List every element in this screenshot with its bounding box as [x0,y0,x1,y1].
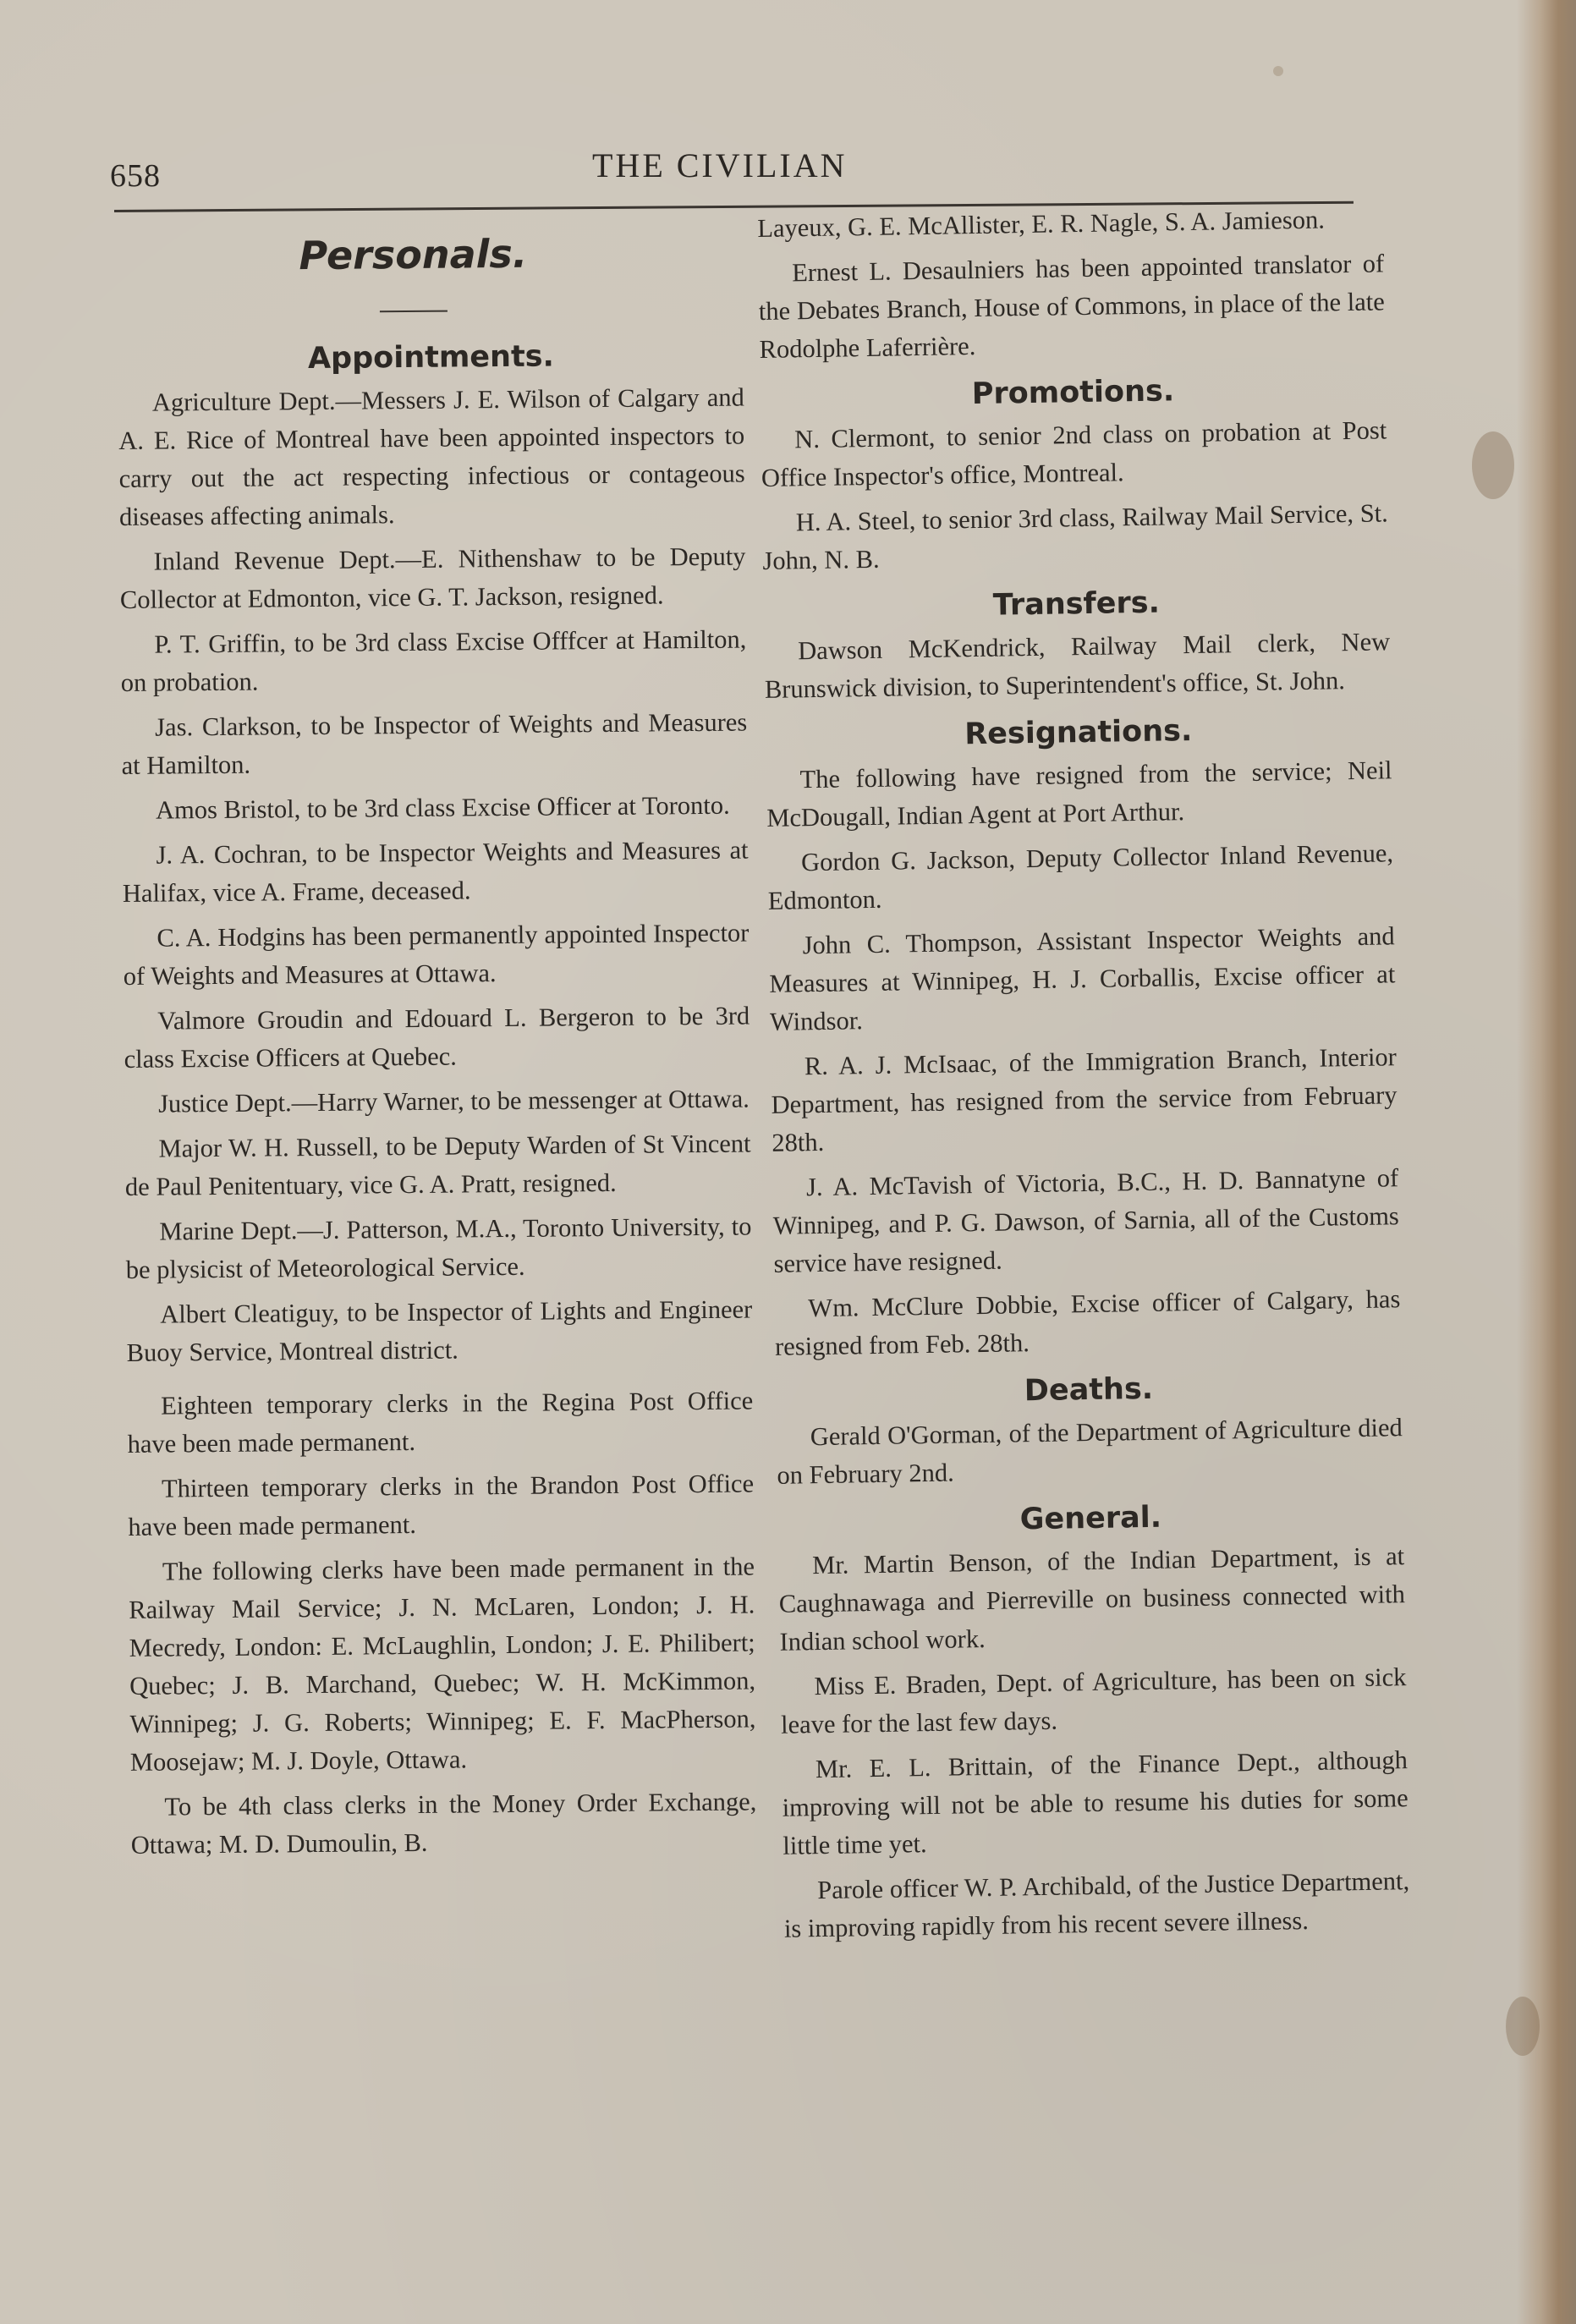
page-header [110,142,1362,193]
appointment-paragraph: Albert Cleatiguy, to be Inspector of Lights and Engineer Buoy Service, Montreal district. [126,1294,753,1367]
deaths-heading: Deaths. [1024,1371,1154,1409]
appointment-paragraph: C. A. Hodgins has been permanently appointed Inspector of Weights and Measures at Ottawa. [123,918,750,991]
page-stain [1472,431,1514,499]
general-paragraph: Mr. E. L. Brittain, of the Finance Dept., although improving will not be able to resume his duties for some little time yet. [782,1745,1409,1860]
appointments-heading: Appointments. [307,339,555,376]
page-edge-shadow [1517,0,1576,2324]
resignation-paragraph: The following have resigned from the service; Neil McDougall, Indian Agent at Port Arthur. [766,755,1392,832]
general-paragraph: Miss E. Braden, Dept. of Agriculture, has been on sick leave for the last few days. [780,1662,1407,1739]
appointment-paragraph: Thirteen temporary clerks in the Brandon Post Office have been made permanent. [128,1469,755,1541]
appointment-paragraph: Agriculture Dept.—Messers J. E. Wilson of Calgary and A. E. Rice of Montreal have been appointed inspectors to carry out the act respecting infectious or contageous diseases affecting animals. [118,382,745,531]
appointment-paragraph: Eighteen temporary clerks in the Regina Post Office have been made permanent. [127,1386,754,1459]
resignation-paragraph: Gordon G. Jackson, Deputy Collector Inland Revenue, Edmonton. [767,838,1394,915]
general-paragraph: Parole officer W. P. Archibald, of the Justice Department, is improving rapidly from his recent severe illness. [783,1866,1410,1943]
transfer-paragraph: Dawson McKendrick, Railway Mail clerk, New Brunswick division, to Superintendent's office, St. John. [764,627,1391,704]
appointment-paragraph: Marine Dept.—J. Patterson, M.A., Toronto University, to be plysicist of Meteorological Service. [125,1211,752,1284]
appointment-paragraph: To be 4th class clerks in the Money Order Exchange, Ottawa; M. D. Dumoulin, B. [130,1787,757,1860]
appointment-paragraph: Major W. H. Russell, to be Deputy Warden of St Vincent de Paul Penitentuary, vice G. A. Pratt, resigned. [124,1129,751,1201]
appointment-paragraph: P. T. Griffin, to be 3rd class Excise Offfcer at Hamilton, on probation. [120,624,747,697]
running-title: THE CIVILIAN [592,146,848,184]
heading-divider [380,310,448,313]
continued-paragraph: Layeux, G. E. McAllister, E. R. Nagle, S. A. Jamieson. [757,205,1326,243]
right-column [757,200,1410,1954]
appointment-paragraph: Ernest L. Desaulniers has been appointed translator of the Debates Branch, House of Commons, in place of the late Rodolphe Laferrière. [758,249,1386,364]
appointment-paragraph: J. A. Cochran, to be Inspector Weights and Measures at Halifax, vice A. Frame, deceased. [122,835,749,908]
left-column [117,217,757,1871]
appointment-paragraph: Justice Dept.—Harry Warner, to be messenger at Ottawa. [157,1084,750,1118]
general-heading: General. [1019,1500,1162,1537]
page-number: 658 [110,158,161,194]
general-paragraph: Mr. Martin Benson, of the Indian Department, is at Caughnawaga and Pierreville on business connected with Indian school work. [778,1541,1406,1656]
promotion-paragraph: H. A. Steel, to senior 3rd class, Railway Mail Service, St. John, N. B. [762,498,1388,575]
appointment-paragraph: The following clerks have been made permanent in the Railway Mail Service; J. N. McLaren, London; J. H. Mecredy, London: E. McLaughlin, London; J. E. Philibert; Quebec; J. B. Marchand, Quebec; W. H. McKimmon, Winnipeg; J. G. Roberts; Winnipeg; E. F. MacPherson, Moosejaw; M. J. Doyle, Ottawa. [129,1552,756,1777]
death-paragraph: Gerald O'Gorman, of the Department of Agriculture died on February 2nd. [777,1413,1403,1490]
transfers-heading: Transfers. [992,585,1161,623]
appointment-paragraph: Inland Revenue Dept.—E. Nithenshaw to be Deputy Collector at Edmonton, vice G. T. Jackson, resigned. [119,541,746,614]
resignation-paragraph: R. A. J. McIsaac, of the Immigration Branch, Interior Department, has resigned from the service from February 28th. [771,1042,1398,1157]
appointment-paragraph: Jas. Clarkson, to be Inspector of Weights and Measures at Hamilton. [121,707,748,780]
resignation-paragraph: John C. Thompson, Assistant Inspector Weights and Measures at Winnipeg, H. J. Corballis, Excise officer at Windsor. [769,921,1396,1036]
promotions-heading: Promotions. [971,374,1175,412]
appointment-paragraph: Valmore Groudin and Edouard L. Bergeron to be 3rd class Excise Officers at Quebec. [124,1001,750,1074]
promotion-paragraph: N. Clermont, to senior 2nd class on probation at Post Office Inspector's office, Montreal. [761,415,1387,492]
resignation-paragraph: Wm. McClure Dobbie, Excise officer of Calgary, has resigned from Feb. 28th. [774,1284,1401,1361]
page-stain [1506,1997,1540,2056]
resignations-heading: Resignations. [964,714,1193,752]
appointment-paragraph: Amos Bristol, to be 3rd class Excise Officer at Toronto. [155,790,730,825]
resignation-paragraph: J. A. McTavish of Victoria, B.C., H. D. Bannatyne of Winnipeg, and P. G. Dawson, of Sarnia, all of the Customs service have resigned. [772,1163,1400,1278]
ink-spot [1273,66,1283,76]
personals-heading: Personals. [299,230,528,279]
